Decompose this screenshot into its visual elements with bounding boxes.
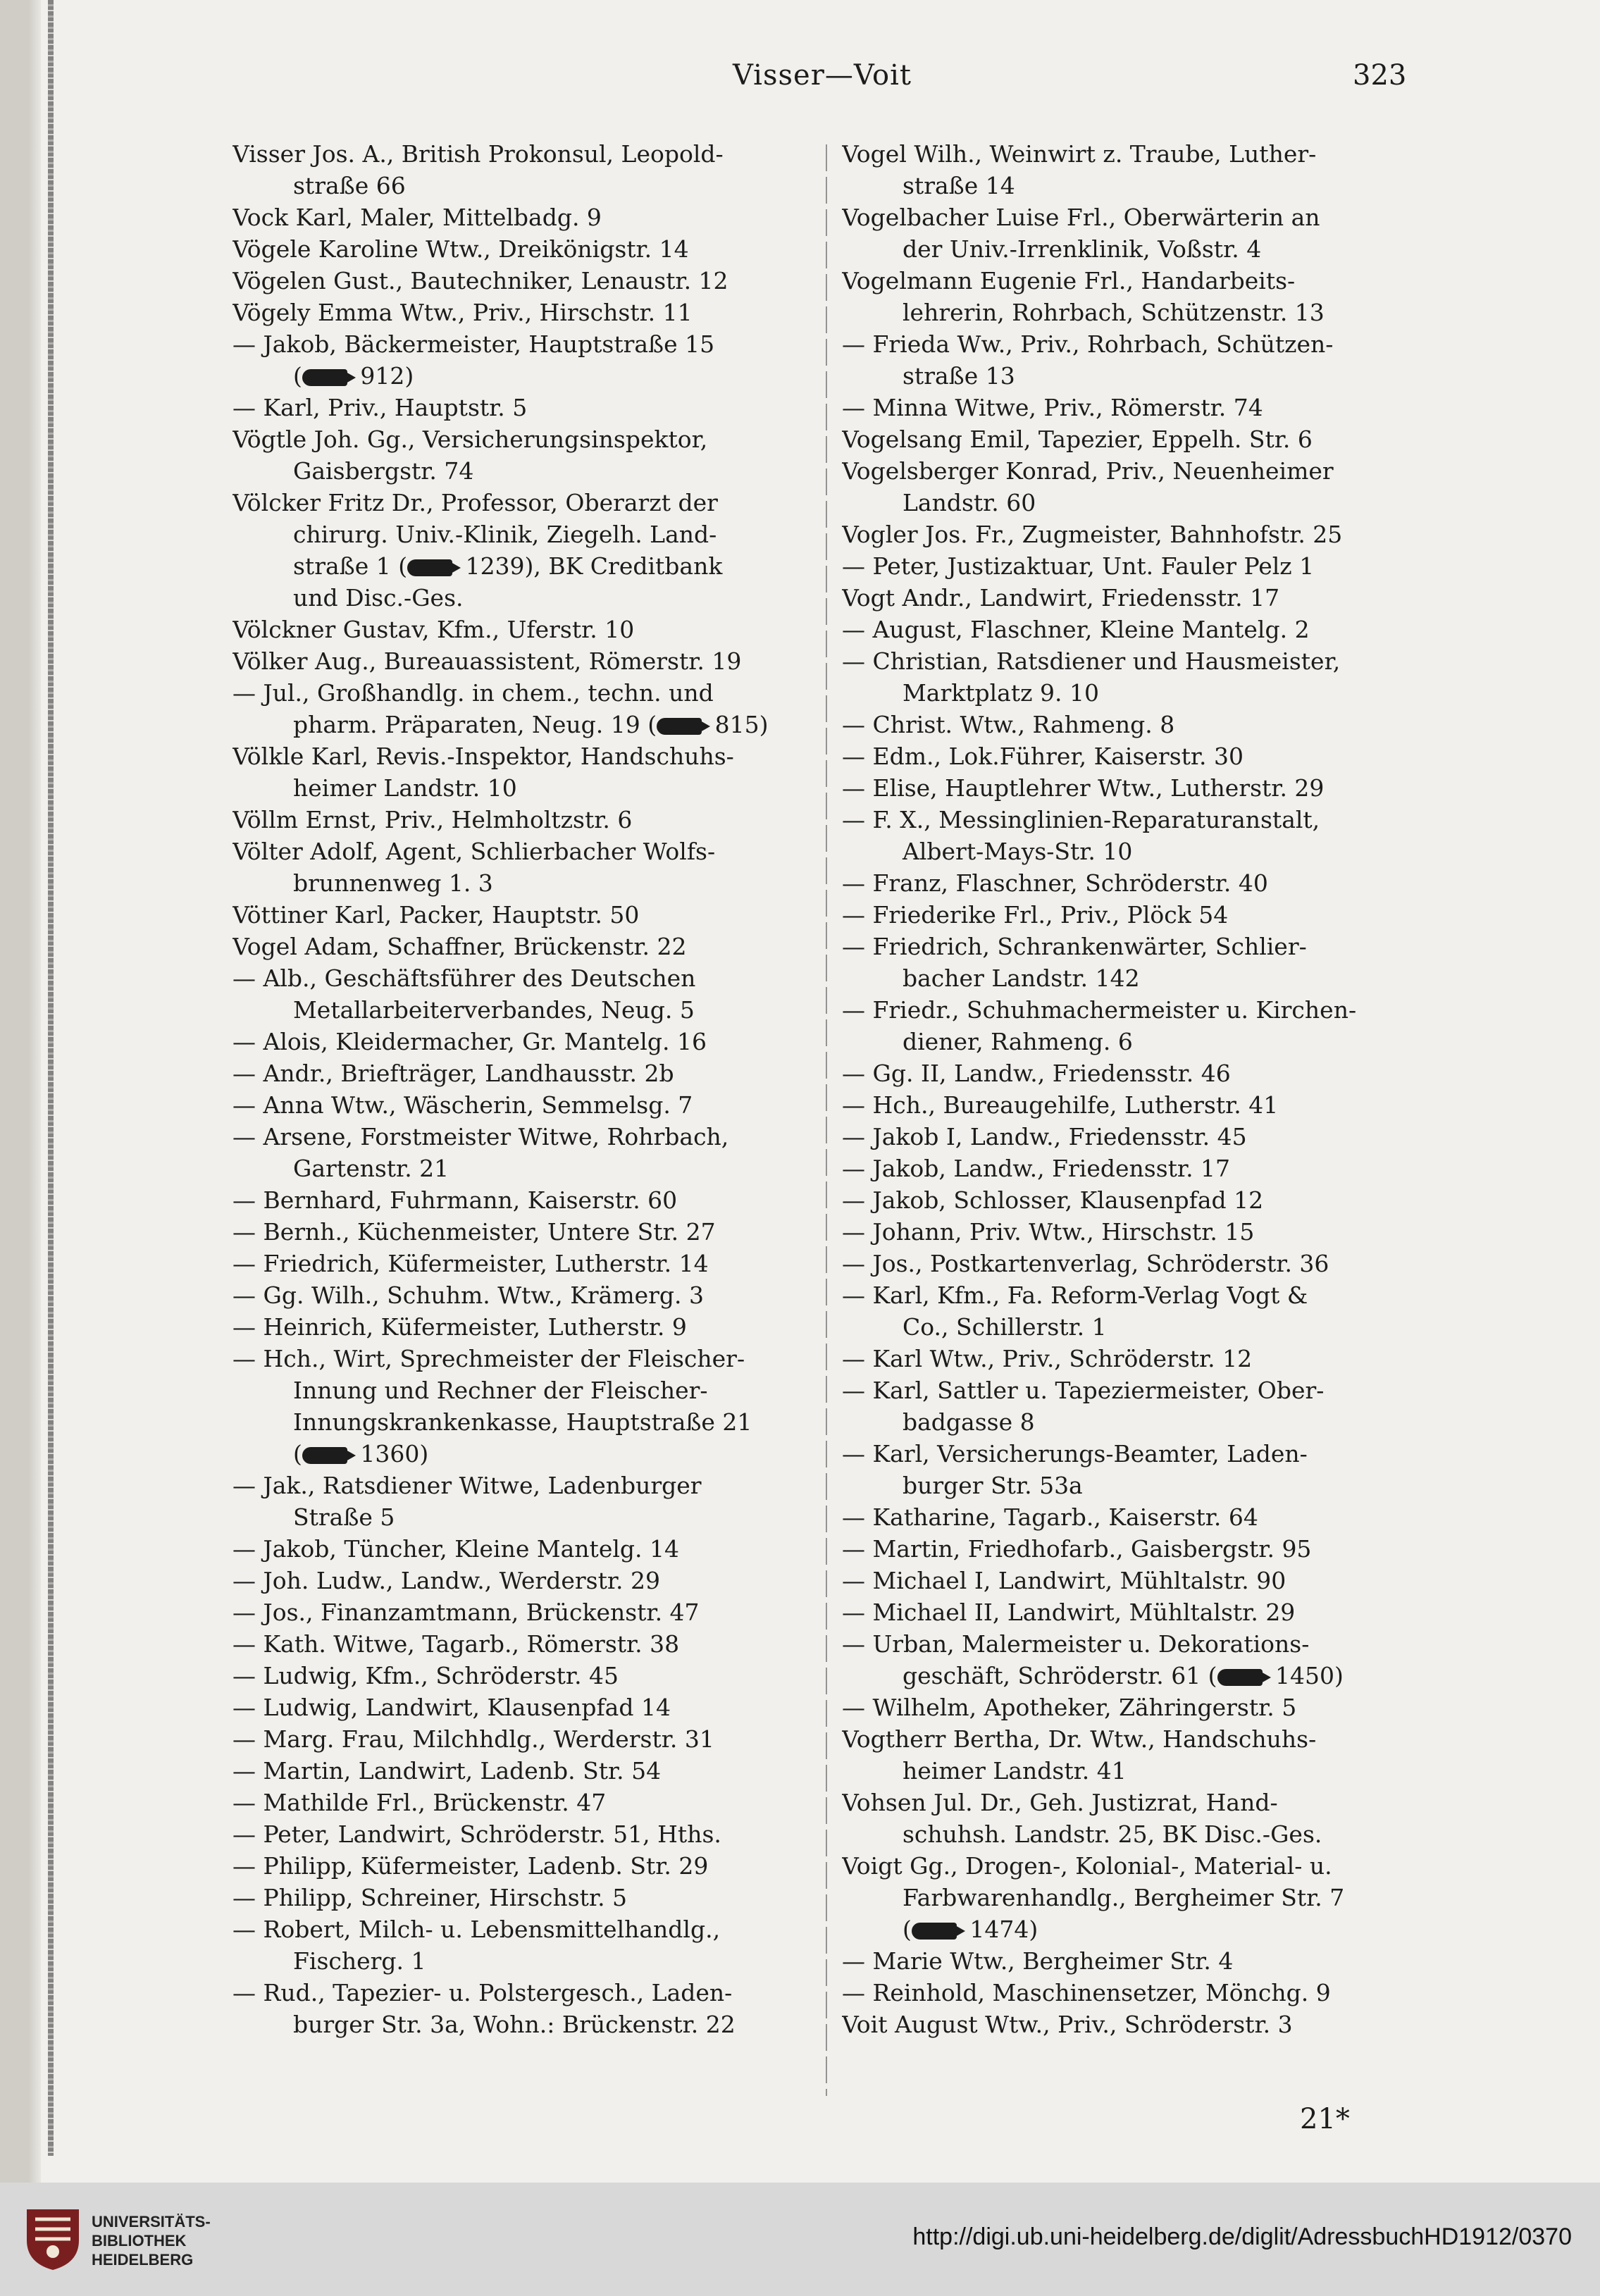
- telephone-icon: [302, 1447, 347, 1464]
- directory-entry: [232, 1565, 831, 1596]
- directory-entry: [842, 455, 1434, 519]
- column-divider: [826, 144, 827, 2096]
- directory-entry: [842, 2009, 1434, 2040]
- library-name: [92, 2212, 211, 2269]
- entry-line: — Michael II, Landwirt, Mühltalstr. 29: [842, 1599, 1296, 1626]
- library-seal-icon: [21, 2204, 85, 2273]
- directory-entry: [842, 550, 1434, 582]
- entry-line: Vogel Wilh., Weinwirt z. Traube, Luther-: [842, 140, 1317, 168]
- entry-line: — Peter, Justizaktuar, Unt. Fauler Pelz 1: [842, 552, 1315, 580]
- entry-line: — Jul., Großhandlg. in chem., techn. und: [232, 679, 714, 707]
- directory-entry: [232, 1343, 831, 1470]
- directory-entry: [232, 677, 831, 740]
- entry-line: — Hch., Wirt, Sprechmeister der Fleischer-: [232, 1345, 745, 1372]
- entry-line: Farbwarenhandlg., Bergheimer Str. 7: [903, 1884, 1345, 1911]
- directory-entry: [232, 614, 831, 645]
- directory-entry: [842, 1533, 1434, 1565]
- entry-line: — Elise, Hauptlehrer Wtw., Lutherstr. 29: [842, 774, 1325, 802]
- entry-line: — F. X., Messinglinien-Reparaturanstalt,: [842, 806, 1320, 833]
- entry-line: Gartenstr. 21: [293, 1155, 449, 1182]
- directory-entry: [842, 1977, 1434, 2009]
- entry-line: Visser Jos. A., British Prokonsul, Leopold-: [232, 140, 724, 168]
- entry-line: — Marie Wtw., Bergheimer Str. 4: [842, 1947, 1234, 1975]
- entry-line: — Peter, Landwirt, Schröderstr. 51, Hths.: [232, 1820, 721, 1848]
- entry-line: — Karl, Priv., Hauptstr. 5: [232, 394, 528, 421]
- entry-line: Voit August Wtw., Priv., Schröderstr. 3: [842, 2011, 1293, 2038]
- entry-line: Vögely Emma Wtw., Priv., Hirschstr. 11: [232, 299, 693, 326]
- directory-entry: [842, 201, 1434, 265]
- entry-line: — Alb., Geschäftsführer des Deutschen: [232, 964, 696, 992]
- directory-entry: [232, 962, 831, 1026]
- entry-line: — Urban, Malermeister u. Dekorations-: [842, 1630, 1310, 1658]
- entry-line: — Christ. Wtw., Rahmeng. 8: [842, 711, 1175, 738]
- entry-line: und Disc.-Ges.: [293, 584, 464, 612]
- directory-entry: [842, 645, 1434, 709]
- entry-line: — Ludwig, Landwirt, Klausenpfad 14: [232, 1694, 671, 1721]
- entry-line: — Arsene, Forstmeister Witwe, Rohrbach,: [232, 1123, 729, 1150]
- entry-line: burger Str. 3a, Wohn.: Brückenstr. 22: [293, 2011, 736, 2038]
- entry-line: — Karl, Sattler u. Tapeziermeister, Ober-: [842, 1377, 1325, 1404]
- directory-entry: [842, 709, 1434, 740]
- entry-line: der Univ.-Irrenklinik, Voßstr. 4: [903, 235, 1262, 263]
- entry-line: Vögtle Joh. Gg., Versicherungsinspektor,: [232, 426, 708, 453]
- directory-entry: [232, 931, 831, 962]
- entry-line: Vogelmann Eugenie Frl., Handarbeits-: [842, 267, 1296, 294]
- directory-entry: [842, 740, 1434, 772]
- entry-line: — Karl Wtw., Priv., Schröderstr. 12: [842, 1345, 1253, 1372]
- directory-entry: [232, 297, 831, 328]
- directory-entry: [842, 1565, 1434, 1596]
- directory-entry: [842, 1343, 1434, 1375]
- entry-line: Vogel Adam, Schaffner, Brückenstr. 22: [232, 933, 687, 960]
- entry-line: Vögelen Gust., Bautechniker, Lenaustr. 12: [232, 267, 728, 294]
- entry-line: — Karl, Versicherungs-Beamter, Laden-: [842, 1440, 1308, 1467]
- entry-line: Albert-Mays-Str. 10: [903, 838, 1133, 865]
- entry-line: Metallarbeiterverbandes, Neug. 5: [293, 996, 695, 1024]
- directory-entry: [232, 1248, 831, 1279]
- entry-line: — Christian, Ratsdiener und Hausmeister,: [842, 647, 1341, 675]
- entry-line: — Johann, Priv. Wtw., Hirschstr. 15: [842, 1218, 1255, 1246]
- entry-line: — Friedr., Schuhmachermeister u. Kirchen-: [842, 996, 1357, 1024]
- directory-entry: [232, 1787, 831, 1818]
- directory-entry: [232, 233, 831, 265]
- telephone-icon: [407, 559, 452, 576]
- entry-line: Marktplatz 9. 10: [903, 679, 1099, 707]
- entry-line: Völker Aug., Bureauassistent, Römerstr. 19: [232, 647, 742, 675]
- directory-entry: [842, 138, 1434, 201]
- directory-entry: [232, 138, 831, 201]
- entry-line: — Karl, Kfm., Fa. Reform-Verlag Vogt &: [842, 1282, 1308, 1309]
- directory-entry: [842, 1723, 1434, 1787]
- entry-line: Völckner Gustav, Kfm., Uferstr. 10: [232, 616, 635, 643]
- directory-entry: [232, 1692, 831, 1723]
- directory-entry: [842, 1184, 1434, 1216]
- directory-entry: [842, 423, 1434, 455]
- entry-line: — Andr., Briefträger, Landhausstr. 2b: [232, 1060, 674, 1087]
- directory-entry: [232, 487, 831, 614]
- directory-entry: [232, 804, 831, 836]
- entry-line: Fischerg. 1: [293, 1947, 426, 1975]
- directory-entry: [232, 1628, 831, 1660]
- entry-line: — Ludwig, Kfm., Schröderstr. 45: [232, 1662, 619, 1689]
- directory-entry: [232, 1026, 831, 1057]
- entry-line: — August, Flaschner, Kleine Mantelg. 2: [842, 616, 1310, 643]
- entry-line: — Philipp, Küfermeister, Ladenb. Str. 29: [232, 1852, 709, 1880]
- entry-line: Vogler Jos. Fr., Zugmeister, Bahnhofstr. 25: [842, 521, 1343, 548]
- directory-entry: [842, 519, 1434, 550]
- directory-entry: [842, 1438, 1434, 1501]
- directory-entry: [842, 1375, 1434, 1438]
- entry-line: — Anna Wtw., Wäscherin, Semmelsg. 7: [232, 1091, 693, 1119]
- entry-line: straße 1 ( 1239), BK Creditbank: [293, 552, 723, 580]
- entry-line: — Robert, Milch- u. Lebensmittelhandlg.,: [232, 1916, 721, 1943]
- directory-entry: [842, 867, 1434, 899]
- entry-line: schuhsh. Landstr. 25, BK Disc.-Ges.: [903, 1820, 1322, 1848]
- entry-line: — Franz, Flaschner, Schröderstr. 40: [842, 869, 1268, 897]
- directory-entry: [232, 1850, 831, 1882]
- directory-entry: [842, 265, 1434, 328]
- entry-line: Völlm Ernst, Priv., Helmholtzstr. 6: [232, 806, 633, 833]
- entry-line: Völkle Karl, Revis.-Inspektor, Handschuhs-: [232, 743, 734, 770]
- entry-line: pharm. Präparaten, Neug. 19 ( 815): [293, 711, 769, 738]
- entry-line: — Wilhelm, Apotheker, Zähringerstr. 5: [842, 1694, 1297, 1721]
- directory-entry: [842, 1279, 1434, 1343]
- entry-line: — Gg. Wilh., Schuhm. Wtw., Krämerg. 3: [232, 1282, 705, 1309]
- directory-entry: [232, 1089, 831, 1121]
- entry-line: — Katharine, Tagarb., Kaiserstr. 64: [842, 1503, 1258, 1531]
- book-binding-edge: [0, 0, 41, 2184]
- entry-line: diener, Rahmeng. 6: [903, 1028, 1133, 1055]
- entry-line: — Jos., Postkartenverlag, Schröderstr. 36: [842, 1250, 1329, 1277]
- entry-line: badgasse 8: [903, 1408, 1035, 1436]
- directory-entry: [232, 1311, 831, 1343]
- entry-line: — Alois, Kleidermacher, Gr. Mantelg. 16: [232, 1028, 707, 1055]
- entry-line: Innung und Rechner der Fleischer-: [293, 1377, 708, 1404]
- directory-entry: [232, 1723, 831, 1755]
- entry-line: — Hch., Bureaugehilfe, Lutherstr. 41: [842, 1091, 1279, 1119]
- directory-entry: [842, 899, 1434, 931]
- entry-line: Landstr. 60: [903, 489, 1036, 516]
- directory-entry: [842, 931, 1434, 994]
- entry-line: — Rud., Tapezier- u. Polstergesch., Laden-: [232, 1979, 733, 2006]
- directory-entry: [232, 1279, 831, 1311]
- directory-entry: [842, 1248, 1434, 1279]
- entry-line: — Bernh., Küchenmeister, Untere Str. 27: [232, 1218, 716, 1246]
- entry-line: Voigt Gg., Drogen-, Kolonial-, Material- u.: [842, 1852, 1332, 1880]
- entry-line: — Mathilde Frl., Brückenstr. 47: [232, 1789, 607, 1816]
- directory-entry: [232, 1882, 831, 1913]
- entry-line: — Reinhold, Maschinensetzer, Mönchg. 9: [842, 1979, 1331, 2006]
- entry-line: — Gg. II, Landw., Friedensstr. 46: [842, 1060, 1231, 1087]
- entry-line: Vöttiner Karl, Packer, Hauptstr. 50: [232, 901, 640, 929]
- entry-line: — Frieda Ww., Priv., Rohrbach, Schützen-: [842, 330, 1334, 358]
- directory-entry: [842, 1216, 1434, 1248]
- entry-line: ( 1474): [903, 1916, 1038, 1943]
- entry-line: Vogtherr Bertha, Dr. Wtw., Handschuhs-: [842, 1725, 1317, 1753]
- directory-entry: [842, 804, 1434, 867]
- directory-entry: [232, 1755, 831, 1787]
- entry-line: — Friederike Frl., Priv., Plöck 54: [842, 901, 1229, 929]
- directory-entry: [842, 1057, 1434, 1089]
- directory-entry: [232, 899, 831, 931]
- entry-line: — Jakob, Schlosser, Klausenpfad 12: [842, 1186, 1264, 1214]
- directory-entry: [232, 645, 831, 677]
- entry-line: — Kath. Witwe, Tagarb., Römerstr. 38: [232, 1630, 680, 1658]
- entry-line: — Michael I, Landwirt, Mühltalstr. 90: [842, 1567, 1286, 1594]
- directory-entry: [842, 614, 1434, 645]
- directory-entry: [842, 1121, 1434, 1153]
- entry-line: — Marg. Frau, Milchhdlg., Werderstr. 31: [232, 1725, 714, 1753]
- library-name-line: BIBLIOTHEK: [92, 2232, 187, 2250]
- entry-line: — Jakob, Landw., Friedensstr. 17: [842, 1155, 1231, 1182]
- directory-entry: [842, 1692, 1434, 1723]
- directory-entry: [842, 772, 1434, 804]
- directory-entry: [842, 1945, 1434, 1977]
- entry-line: geschäft, Schröderstr. 61 ( 1450): [903, 1662, 1344, 1689]
- entry-line: — Martin, Landwirt, Ladenb. Str. 54: [232, 1757, 662, 1785]
- entry-line: — Minna Witwe, Priv., Römerstr. 74: [842, 394, 1263, 421]
- entry-line: — Edm., Lok.Führer, Kaiserstr. 30: [842, 743, 1244, 770]
- directory-entry: [842, 392, 1434, 423]
- entry-line: Straße 5: [293, 1503, 395, 1531]
- directory-entry: [842, 1089, 1434, 1121]
- directory-entry: [232, 1184, 831, 1216]
- directory-entry: [232, 1057, 831, 1089]
- directory-entry: [232, 328, 831, 392]
- directory-entry: [842, 582, 1434, 614]
- directory-entry: [232, 740, 831, 804]
- directory-entry: [232, 1596, 831, 1628]
- entry-line: — Friedrich, Küfermeister, Lutherstr. 14: [232, 1250, 709, 1277]
- directory-entry: [842, 1850, 1434, 1945]
- entry-line: chirurg. Univ.-Klinik, Ziegelh. Land-: [293, 521, 717, 548]
- directory-entry: [842, 1501, 1434, 1533]
- entry-line: ( 912): [293, 362, 414, 390]
- source-url-link[interactable]: http://digi.ub.uni-heidelberg.de/diglit/AdressbuchHD1912/0370: [912, 2223, 1572, 2250]
- directory-entry: [232, 265, 831, 297]
- entry-line: — Joh. Ludw., Landw., Werderstr. 29: [232, 1567, 660, 1594]
- entry-line: — Heinrich, Küfermeister, Lutherstr. 9: [232, 1313, 687, 1341]
- directory-entry: [232, 1977, 831, 2040]
- entry-line: ( 1360): [293, 1440, 429, 1467]
- directory-entry: [842, 994, 1434, 1057]
- entry-line: — Jakob, Tüncher, Kleine Mantelg. 14: [232, 1535, 679, 1563]
- directory-entry: [232, 1818, 831, 1850]
- directory-entry: [232, 1121, 831, 1184]
- entry-line: — Friedrich, Schrankenwärter, Schlier-: [842, 933, 1307, 960]
- directory-entry: [842, 1596, 1434, 1628]
- entry-line: — Martin, Friedhofarb., Gaisbergstr. 95: [842, 1535, 1312, 1563]
- directory-entry: [842, 328, 1434, 392]
- right-column: [842, 138, 1434, 2040]
- library-name-line: UNIVERSITÄTS-: [92, 2213, 211, 2230]
- page-number: 323: [1353, 59, 1407, 92]
- entry-line: lehrerin, Rohrbach, Schützenstr. 13: [903, 299, 1325, 326]
- directory-entry: [232, 1470, 831, 1533]
- entry-line: Gaisbergstr. 74: [293, 457, 474, 485]
- entry-line: heimer Landstr. 41: [903, 1757, 1127, 1785]
- signature-mark: 21*: [1300, 2103, 1350, 2135]
- entry-line: — Bernhard, Fuhrmann, Kaiserstr. 60: [232, 1186, 678, 1214]
- entry-line: Vogelsberger Konrad, Priv., Neuenheimer: [842, 457, 1334, 485]
- directory-entry: [232, 392, 831, 423]
- directory-entry: [232, 1533, 831, 1565]
- directory-entry: [842, 1153, 1434, 1184]
- telephone-icon: [302, 369, 347, 386]
- directory-entry: [232, 423, 831, 487]
- entry-line: — Jos., Finanzamtmann, Brückenstr. 47: [232, 1599, 700, 1626]
- entry-line: — Philipp, Schreiner, Hirschstr. 5: [232, 1884, 628, 1911]
- directory-entry: [842, 1628, 1434, 1692]
- telephone-icon: [657, 718, 702, 735]
- footer-bar: [0, 2183, 1600, 2296]
- running-title: Visser—Voit: [733, 59, 912, 92]
- entry-line: heimer Landstr. 10: [293, 774, 517, 802]
- entry-line: Vogelbacher Luise Frl., Oberwärterin an: [842, 204, 1320, 231]
- directory-entry: [232, 1913, 831, 1977]
- directory-entry: [842, 1787, 1434, 1850]
- telephone-icon: [1217, 1669, 1263, 1686]
- directory-entry: [232, 1660, 831, 1692]
- entry-line: straße 14: [903, 172, 1015, 199]
- entry-line: Vogelsang Emil, Tapezier, Eppelh. Str. 6: [842, 426, 1313, 453]
- entry-line: burger Str. 53a: [903, 1472, 1083, 1499]
- directory-entry: [232, 836, 831, 899]
- entry-line: — Jakob I, Landw., Friedensstr. 45: [842, 1123, 1247, 1150]
- entry-line: bacher Landstr. 142: [903, 964, 1140, 992]
- entry-line: Vohsen Jul. Dr., Geh. Justizrat, Hand-: [842, 1789, 1278, 1816]
- running-head: [0, 59, 1600, 101]
- entry-line: Vock Karl, Maler, Mittelbadg. 9: [232, 204, 602, 231]
- entry-line: Vogt Andr., Landwirt, Friedensstr. 17: [842, 584, 1280, 612]
- entry-line: straße 66: [293, 172, 406, 199]
- entry-line: Co., Schillerstr. 1: [903, 1313, 1107, 1341]
- directory-entry: [232, 1216, 831, 1248]
- library-name-line: HEIDELBERG: [92, 2251, 194, 2269]
- entry-line: — Jak., Ratsdiener Witwe, Ladenburger: [232, 1472, 702, 1499]
- entry-line: straße 13: [903, 362, 1015, 390]
- directory-entry: [232, 201, 831, 233]
- entry-line: — Jakob, Bäckermeister, Hauptstraße 15: [232, 330, 715, 358]
- entry-line: Völter Adolf, Agent, Schlierbacher Wolfs-: [232, 838, 716, 865]
- entry-line: Völcker Fritz Dr., Professor, Oberarzt der: [232, 489, 718, 516]
- entry-line: brunnenweg 1. 3: [293, 869, 493, 897]
- left-column: [232, 138, 831, 2040]
- entry-line: Innungskrankenkasse, Hauptstraße 21: [293, 1408, 752, 1436]
- telephone-icon: [912, 1923, 957, 1940]
- entry-line: Vögele Karoline Wtw., Dreikönigstr. 14: [232, 235, 689, 263]
